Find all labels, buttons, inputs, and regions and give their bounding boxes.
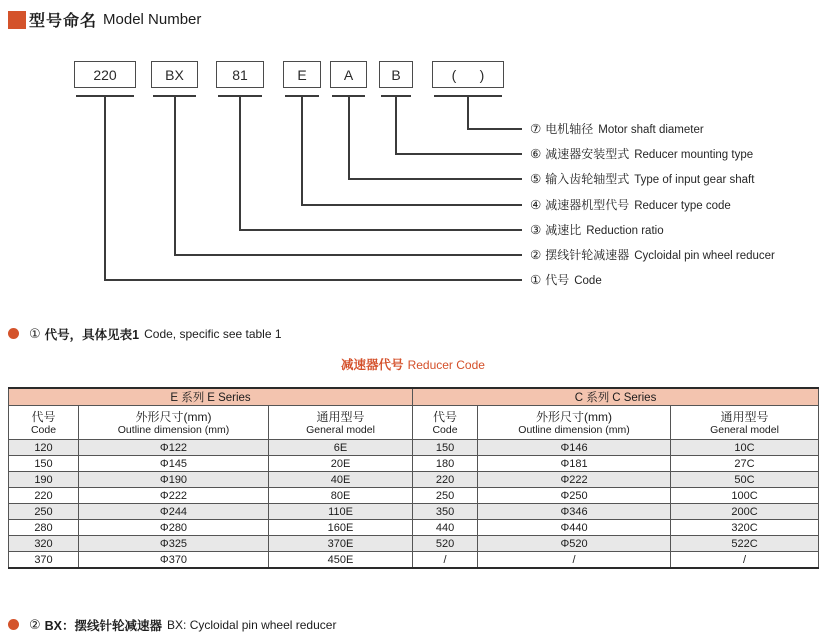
annotation-en: Reducer type code [634,200,731,212]
note-text-en: Code, specific see table 1 [144,326,282,341]
table-cell: 160E [269,520,413,536]
connector-vertical [301,97,303,206]
table-cell: Φ222 [478,472,671,488]
connector-vertical [239,97,241,231]
annotation-en: Reducer mounting type [634,149,754,161]
table-cell: 200C [671,504,819,520]
table-cell: 440 [413,520,478,536]
connector-vertical [104,97,106,281]
table-cell: Φ122 [79,440,269,456]
column-header: 外形尺寸(mm) Outline dimension (mm) [478,406,671,440]
reducer-code-table [8,387,819,569]
column-header: 外形尺寸(mm) Outline dimension (mm) [79,406,269,440]
table-cell: 450E [269,552,413,569]
table-cell: Φ222 [79,488,269,504]
table-cell: Φ346 [478,504,671,520]
table-cell: Φ520 [478,536,671,552]
annotation-number: ① [530,273,542,287]
table-cell: 190 [9,472,79,488]
table-cell: 20E [269,456,413,472]
connector-horizontal [348,178,523,180]
table-cell: Φ440 [478,520,671,536]
table-row [9,520,819,536]
model-code-box: 81 [216,61,264,88]
column-header: 通用型号 General model [671,406,819,440]
table-cell: 220 [9,488,79,504]
connector-vertical [467,97,469,130]
annotation-number: ④ [530,198,542,212]
table-cell: 370 [9,552,79,569]
connector-horizontal [104,279,522,281]
page-title-en: Model Number [103,11,202,28]
diagram-annotation [530,122,704,137]
annotation-en: Reduction ratio [586,225,664,237]
annotation-zh: 电机轴径 [545,122,594,136]
diagram-annotation [530,172,754,187]
annotation-number: ⑦ [530,122,542,136]
table-cell: Φ280 [79,520,269,536]
model-code-box: A [330,61,367,88]
bullet-icon [8,328,19,339]
bullet-icon [8,619,19,630]
annotation-en: Motor shaft diameter [598,124,704,136]
table-cell: / [671,552,819,569]
table-row [9,504,819,520]
table-cell: 180 [413,456,478,472]
table-cell: 50C [671,472,819,488]
table-cell: Φ146 [478,440,671,456]
diagram-annotation [530,198,731,213]
annotation-number: ③ [530,223,542,237]
diagram-annotation [530,147,753,162]
table-cell: / [478,552,671,569]
table-row [9,440,819,456]
annotation-zh: 摆线针轮减速器 [545,248,630,262]
connector-vertical [395,97,397,155]
annotation-zh: 减速比 [545,223,582,237]
table-cell: 150 [9,456,79,472]
annotation-en: Cycloidal pin wheel reducer [634,250,775,262]
column-header: 代号 Code [413,406,478,440]
table-cell: 80E [269,488,413,504]
annotation-zh: 输入齿轮轴型式 [545,172,630,186]
table-cell: Φ145 [79,456,269,472]
series-group-header: E 系列 E Series [9,388,413,406]
table-cell: 40E [269,472,413,488]
table-cell: 100C [671,488,819,504]
table-cell: 320C [671,520,819,536]
connector-horizontal [467,128,522,130]
table-cell: 350 [413,504,478,520]
table-cell: Φ325 [79,536,269,552]
model-code-box: BX [151,61,198,88]
table-cell: 150 [413,440,478,456]
table-cell: 10C [671,440,819,456]
note-number: ② [29,616,41,632]
note-text-zh: 代号，具体见表1 [44,327,140,342]
table-cell: 370E [269,536,413,552]
connector-vertical [174,97,176,256]
table-row [9,488,819,504]
table-cell: 110E [269,504,413,520]
note-bx-cycloidal [8,617,336,632]
table-cell: 522C [671,536,819,552]
annotation-en: Code [574,275,602,287]
table-cell: 520 [413,536,478,552]
table-title-en: Reducer Code [407,358,485,372]
diagram-annotation [530,223,664,238]
table-cell: 27C [671,456,819,472]
table-cell: / [413,552,478,569]
note-code-see-table1 [8,326,282,341]
table-cell: Φ181 [478,456,671,472]
annotation-en: Type of input gear shaft [634,174,755,186]
table-cell: 320 [9,536,79,552]
column-header: 通用型号 General model [269,406,413,440]
table-cell: 250 [413,488,478,504]
note-number: ① [29,325,41,341]
connector-vertical [348,97,350,180]
annotation-number: ⑥ [530,147,542,161]
table-cell: 280 [9,520,79,536]
table-title-zh: 减速器代号 [341,358,404,372]
table-row [9,552,819,569]
note-text-en: BX: Cycloidal pin wheel reducer [167,617,337,632]
diagram-annotation [530,273,602,288]
model-code-box: B [379,61,413,88]
table-row [9,456,819,472]
connector-horizontal [239,229,522,231]
model-code-box: E [283,61,321,88]
table-row [9,472,819,488]
connector-horizontal [395,153,522,155]
table-cell: 220 [413,472,478,488]
annotation-zh: 减速器安装型式 [545,147,630,161]
annotation-zh: 代号 [545,273,570,287]
annotation-zh: 减速器机型代号 [545,198,630,212]
page-title-zh: 型号命名 [29,13,98,30]
connector-horizontal [301,204,522,206]
annotation-number: ⑤ [530,172,542,186]
connector-horizontal [174,254,523,256]
model-code-box: ( ) [432,61,504,88]
model-code-box: 220 [74,61,136,88]
reducer-code-table-title [8,357,818,372]
table-cell: Φ250 [478,488,671,504]
column-header: 代号 Code [9,406,79,440]
table-cell: 250 [9,504,79,520]
table-cell: Φ190 [79,472,269,488]
table-row [9,536,819,552]
series-group-header: C 系列 C Series [413,388,819,406]
table-cell: Φ370 [79,552,269,569]
annotation-number: ② [530,248,542,262]
table-cell: 6E [269,440,413,456]
note-text-zh: BX：摆线针轮减速器 [44,618,163,633]
table-cell: 120 [9,440,79,456]
diagram-annotation [530,248,775,263]
table-cell: Φ244 [79,504,269,520]
